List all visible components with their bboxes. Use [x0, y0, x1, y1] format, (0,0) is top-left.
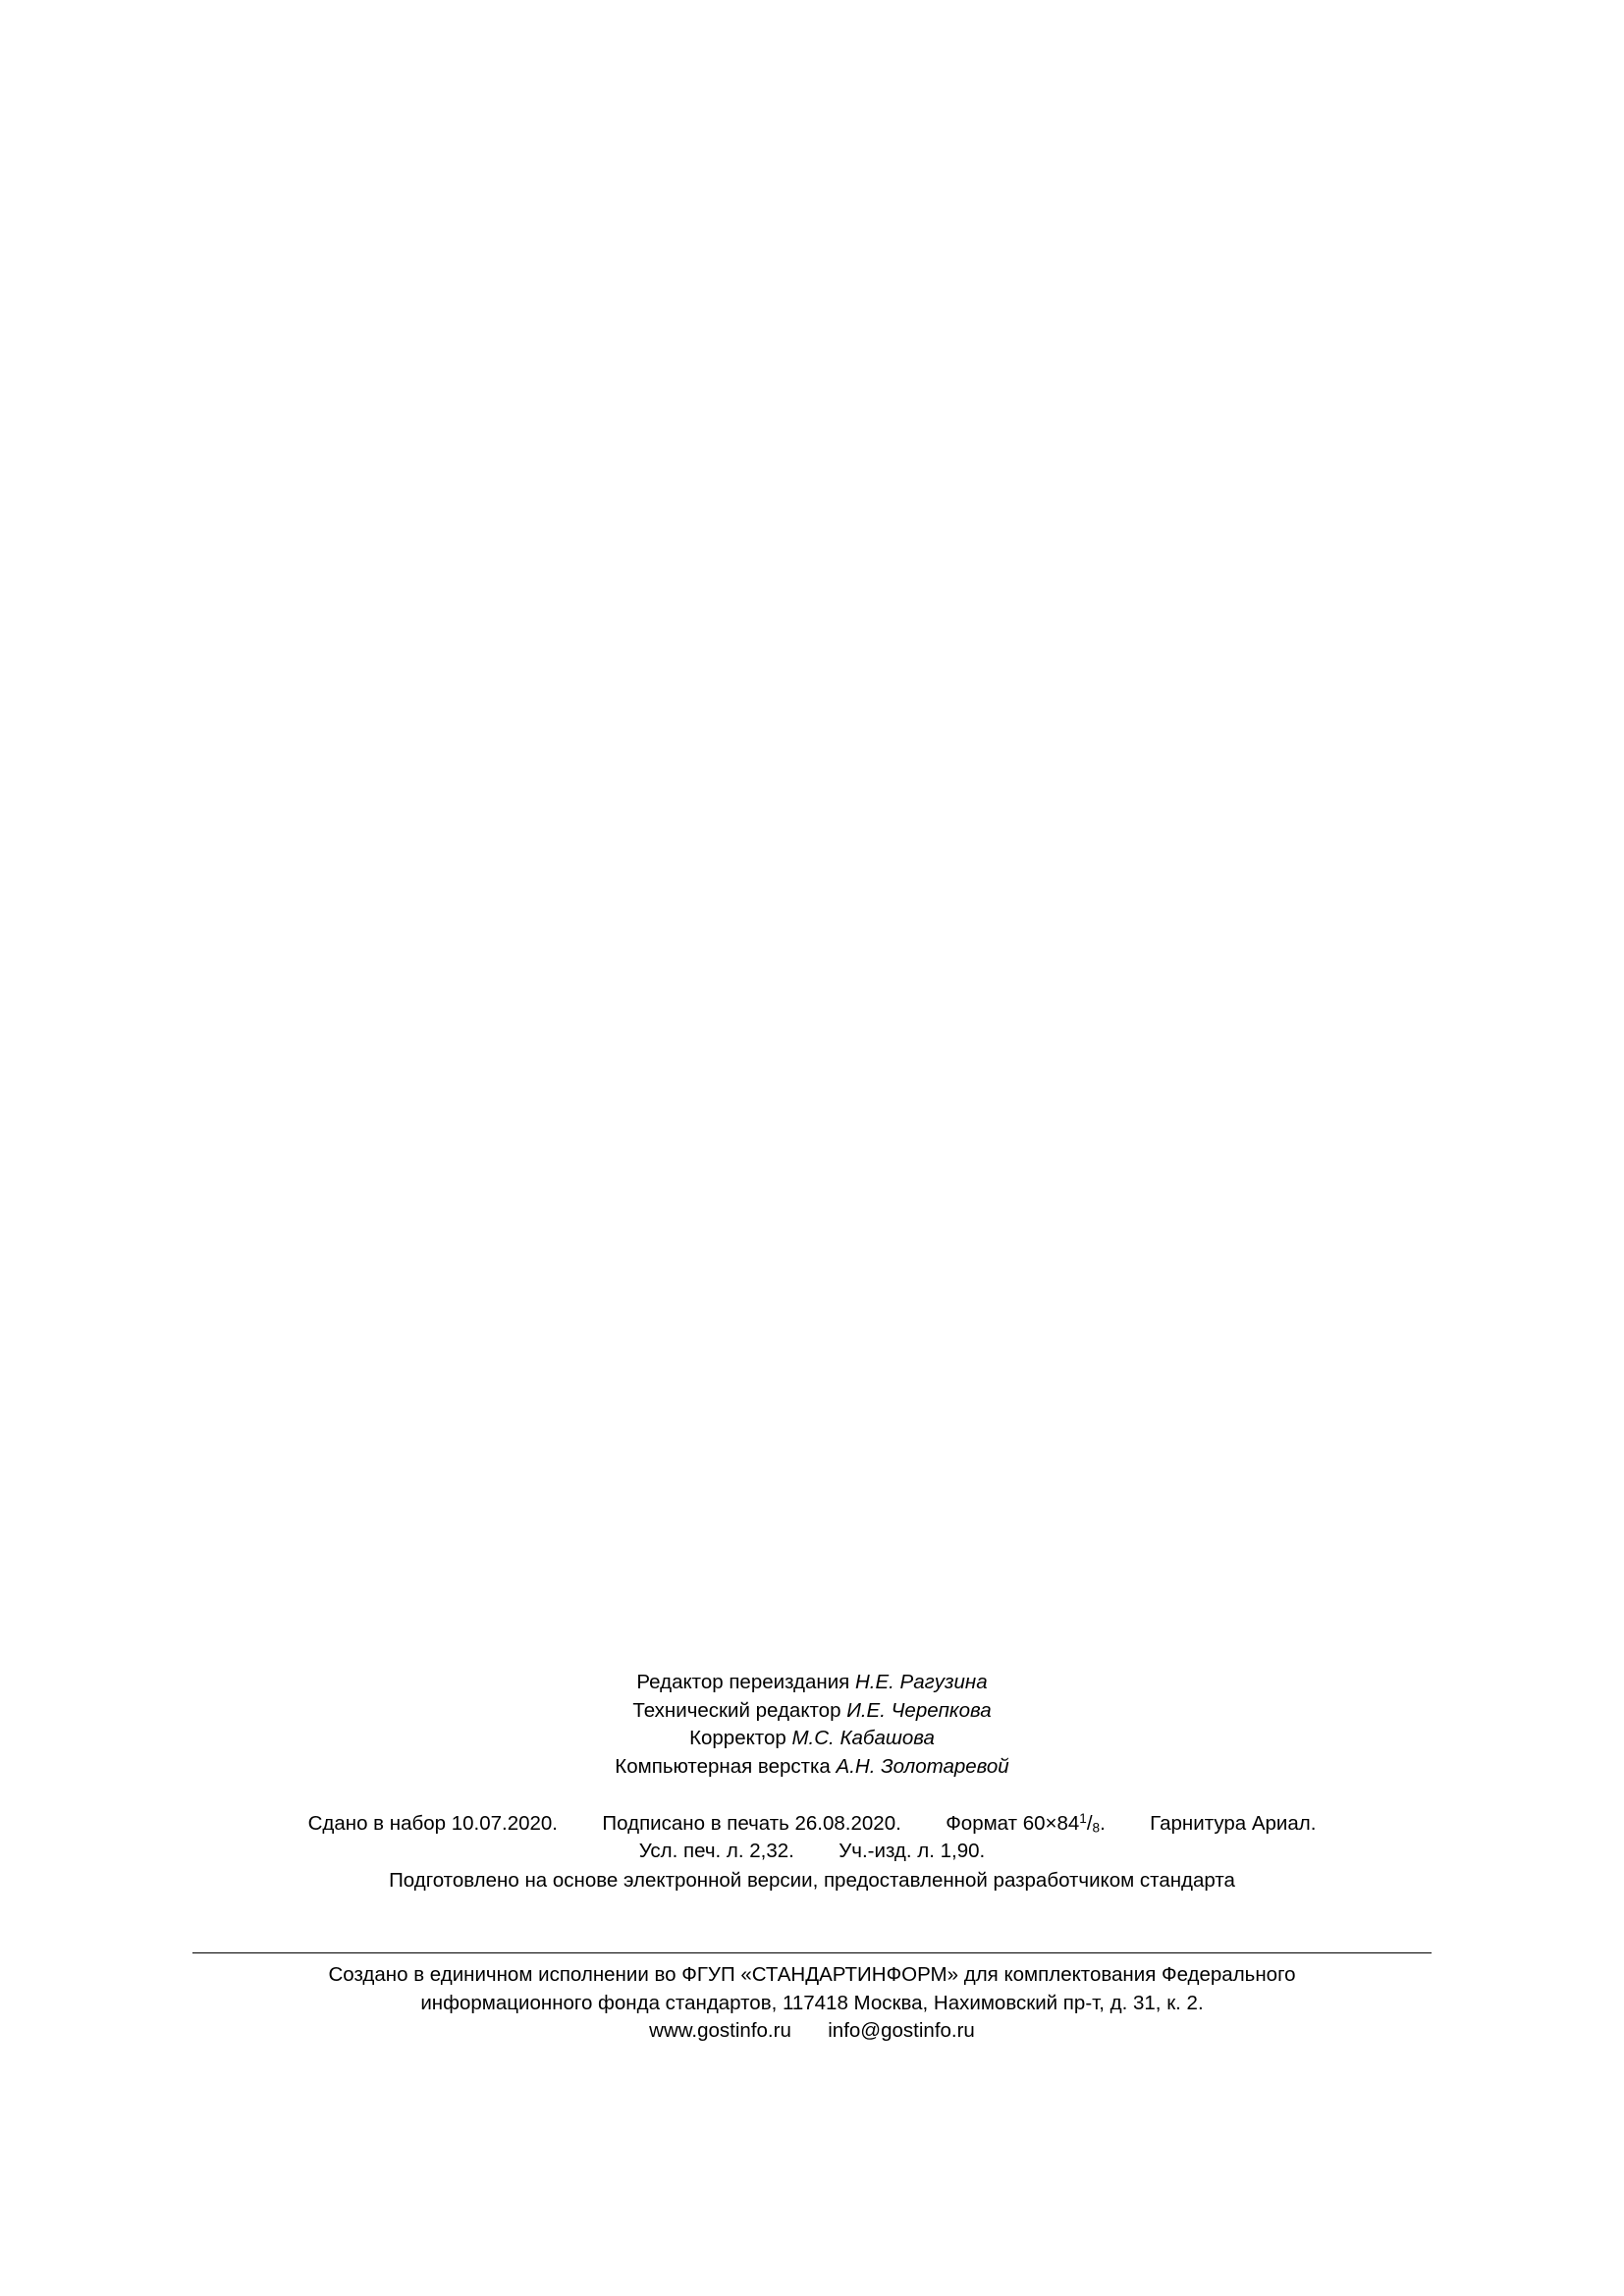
email-link[interactable]: info@gostinfo.ru	[828, 2019, 975, 2042]
electronic-version-note: Подготовлено на основе электронной версии, предоставленной разработчиком стандарта	[389, 1869, 1235, 1892]
format-period: .	[1100, 1812, 1106, 1835]
credit-line	[0, 1669, 1624, 1697]
footer-block	[0, 1961, 1624, 2046]
colophon-block	[0, 1669, 1624, 1895]
credit-line	[0, 1725, 1624, 1753]
submitted-date: Сдано в набор 10.07.2020.	[307, 1812, 559, 1835]
credit-person: А.Н. Золотаревой	[836, 1754, 1009, 1778]
format-numerator: 1	[1079, 1810, 1087, 1826]
format-denominator: 8	[1092, 1820, 1101, 1836]
imprint-block	[0, 1810, 1624, 1895]
credit-role: Редактор переиздания	[636, 1671, 850, 1693]
imprint-line-2	[0, 1838, 1624, 1865]
footer-line-1: Создано в единичном исполнении во ФГУП «СТАНДАРТИНФОРМ» для комплектования Федерального	[328, 1963, 1296, 1986]
footer-divider	[192, 1952, 1432, 1953]
website-link[interactable]: www.gostinfo.ru	[649, 2019, 791, 2042]
credit-role: Корректор	[689, 1727, 786, 1749]
footer-line-2: информационного фонда стандартов, 117418 Москва, Нахимовский пр-т, д. 31, к. 2.	[420, 1991, 1204, 2014]
format-label: Формат 60×84	[946, 1812, 1080, 1835]
credits-list	[0, 1669, 1624, 1781]
credit-role: Технический редактор	[632, 1698, 841, 1722]
publisher-sheets: Уч.-изд. л. 1,90.	[839, 1840, 986, 1862]
credit-person: Н.Е. Рагузина	[854, 1671, 988, 1693]
imprint-line-1	[0, 1810, 1624, 1838]
credit-line	[0, 1697, 1624, 1726]
signed-date: Подписано в печать 26.08.2020.	[602, 1812, 901, 1835]
format-spec	[946, 1810, 1106, 1838]
credit-person: И.Е. Черепкова	[846, 1698, 992, 1722]
format-slash: /	[1086, 1812, 1093, 1835]
typeface: Гарнитура Ариал.	[1150, 1812, 1317, 1835]
credit-person: М.С. Кабашова	[791, 1727, 935, 1749]
credit-role: Компьютерная верстка	[615, 1754, 831, 1778]
footer-contacts	[0, 2017, 1624, 2046]
printed-sheets: Усл. печ. л. 2,32.	[638, 1840, 794, 1862]
credit-line	[0, 1753, 1624, 1782]
